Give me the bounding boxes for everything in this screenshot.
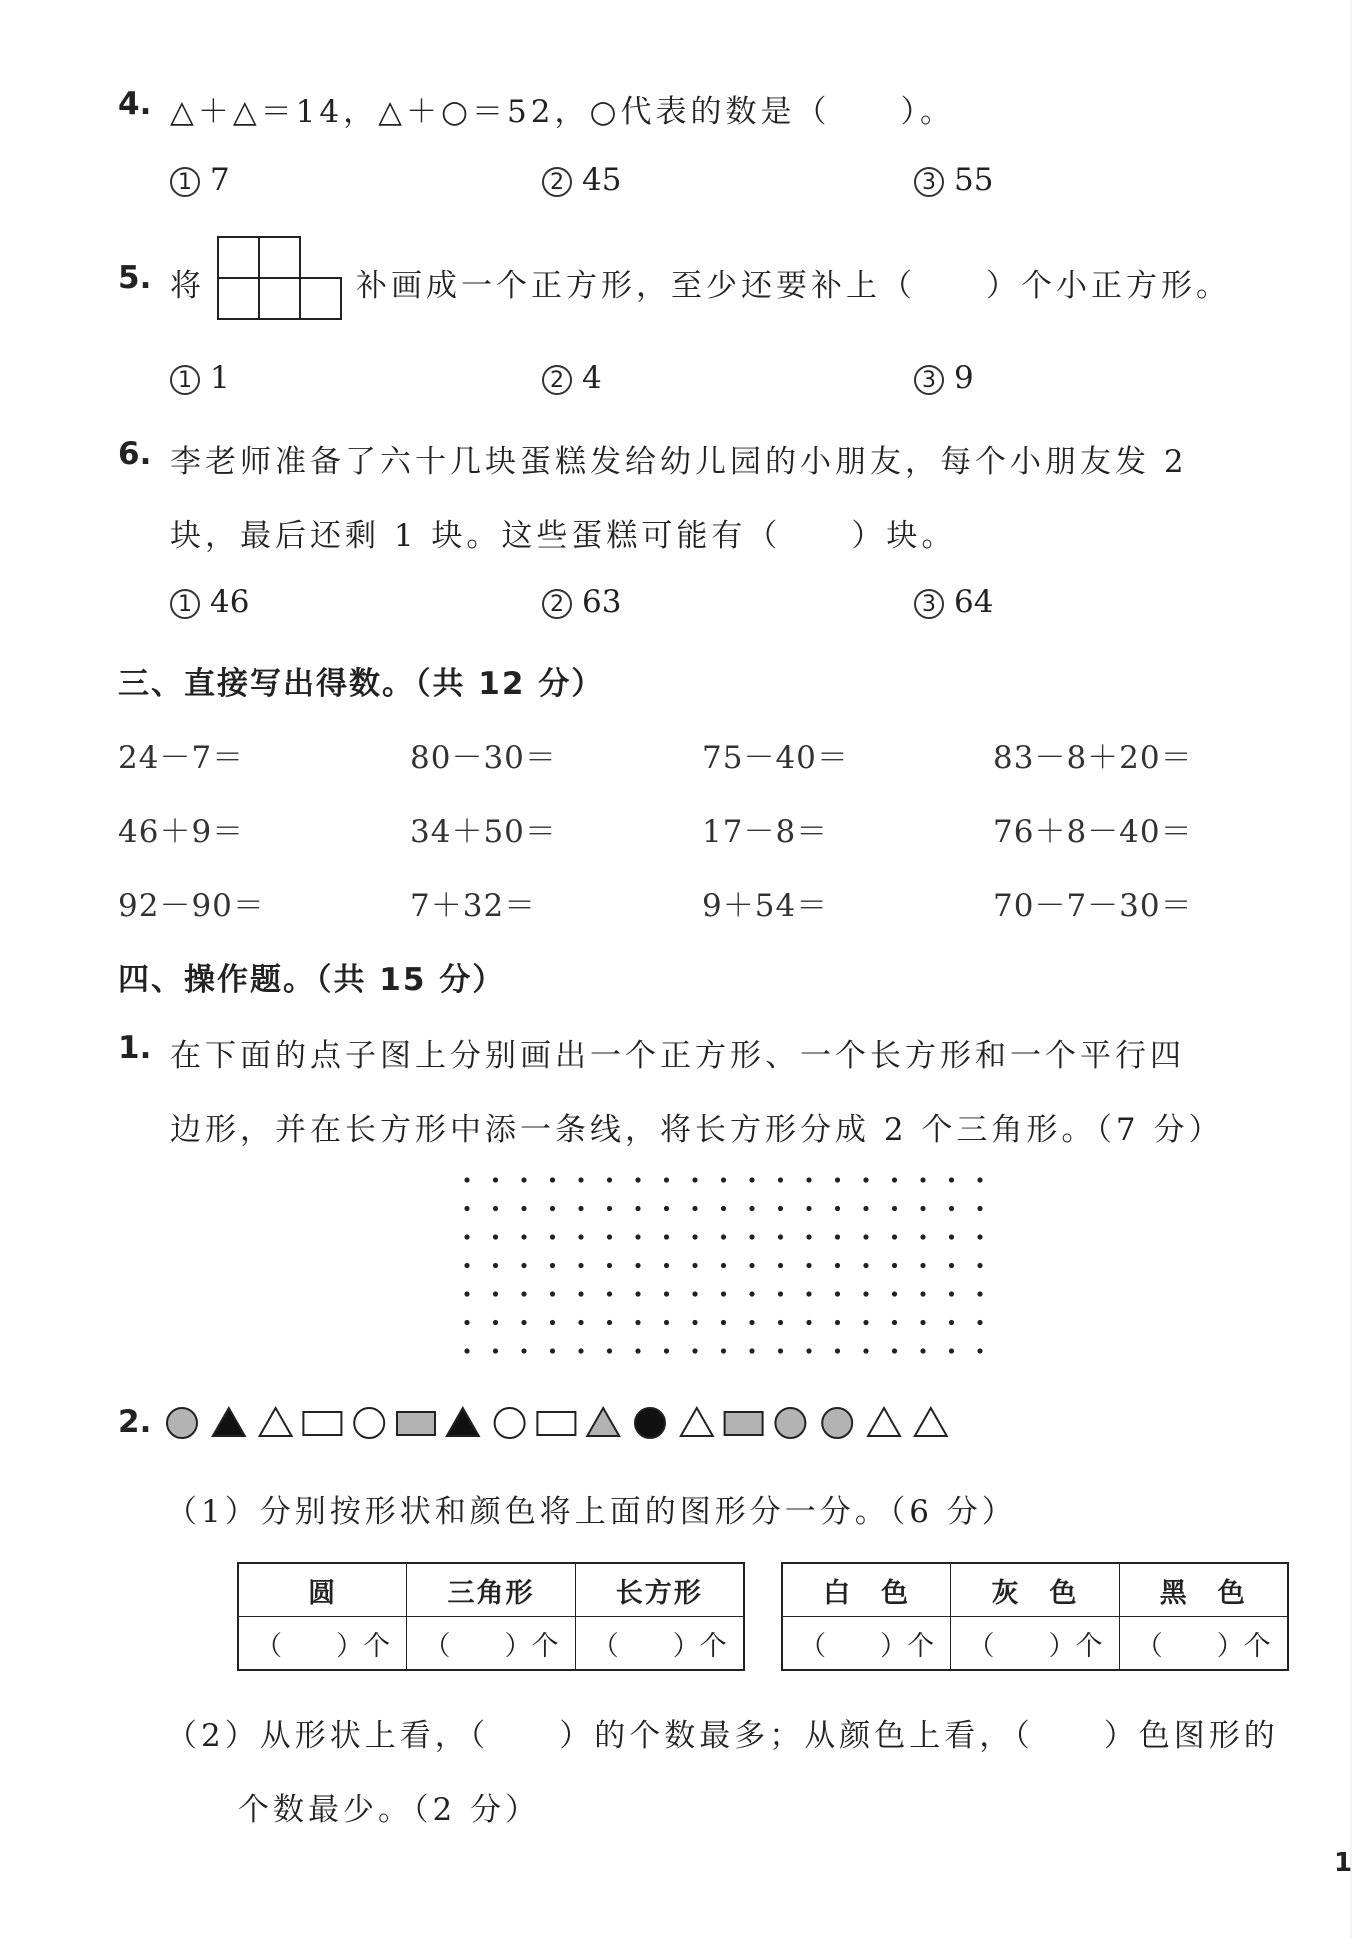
white-triangle-icon: [868, 1408, 900, 1436]
grid-dot[interactable]: [863, 1291, 868, 1296]
grid-dot[interactable]: [493, 1348, 498, 1353]
grid-dot[interactable]: [692, 1291, 697, 1296]
grid-dot[interactable]: [664, 1291, 669, 1296]
white-triangle-icon: [681, 1408, 713, 1436]
grid-dot[interactable]: [863, 1320, 868, 1325]
grid-dot[interactable]: [464, 1291, 469, 1296]
grid-dot[interactable]: [493, 1206, 498, 1211]
grid-dot[interactable]: [949, 1348, 954, 1353]
grid-dot[interactable]: [550, 1320, 555, 1325]
grid-dot[interactable]: [607, 1206, 612, 1211]
s4-q1-number: 1.: [118, 1030, 152, 1066]
color-count-table: [781, 1562, 1289, 1671]
grid-dot[interactable]: [635, 1348, 640, 1353]
option-value: 55: [954, 162, 994, 198]
answer-cell-gray[interactable]: （ ）个: [951, 1617, 1119, 1671]
s4-q2-sub1: （1）分别按形状和颜色将上面的图形分一分。（6 分）: [166, 1494, 1017, 1530]
grid-dot[interactable]: [550, 1291, 555, 1296]
grid-dot[interactable]: [664, 1263, 669, 1268]
option-value: 9: [954, 360, 974, 396]
grid-dot[interactable]: [920, 1206, 925, 1211]
white-triangle-icon: [260, 1408, 292, 1436]
grid-dot[interactable]: [863, 1206, 868, 1211]
q5-option-2[interactable]: [542, 360, 602, 396]
q6-line-2: 块，最后还剩 1 块。这些蛋糕可能有（ ）块。: [170, 518, 957, 554]
grid-dot[interactable]: [863, 1177, 868, 1182]
grid-dot[interactable]: [464, 1234, 469, 1239]
grid-dot[interactable]: [578, 1291, 583, 1296]
option-value: 45: [582, 162, 622, 198]
s4-q2-sub2-line-1: （2）从形状上看，（ ）的个数最多；从颜色上看，（ ）色图形的: [166, 1718, 1279, 1754]
q5-text-after: 补画成一个正方形，至少还要补上（ ）个小正方形。: [356, 268, 1231, 304]
q6-number: 6.: [118, 436, 152, 472]
grid-dot[interactable]: [493, 1320, 498, 1325]
shape-count-table: [237, 1562, 745, 1671]
grid-dot[interactable]: [806, 1263, 811, 1268]
grid-dot[interactable]: [892, 1263, 897, 1268]
grid-dot[interactable]: [550, 1206, 555, 1211]
grid-dot[interactable]: [664, 1234, 669, 1239]
calc-r3-c1: 92－90＝: [118, 888, 265, 924]
grid-dot[interactable]: [692, 1234, 697, 1239]
grid-dot[interactable]: [835, 1291, 840, 1296]
q6-option-3[interactable]: [914, 584, 993, 620]
white-rectangle-icon: [303, 1412, 341, 1435]
grid-dot[interactable]: [521, 1177, 526, 1182]
grid-dot[interactable]: [835, 1320, 840, 1325]
grid-dot[interactable]: [806, 1320, 811, 1325]
grid-dot[interactable]: [892, 1291, 897, 1296]
s4-q2-sub2-line-2: 个数最少。（2 分）: [238, 1792, 541, 1828]
grid-dot[interactable]: [949, 1291, 954, 1296]
grid-dot[interactable]: [692, 1206, 697, 1211]
grid-dot[interactable]: [977, 1348, 982, 1353]
grid-dot[interactable]: [692, 1263, 697, 1268]
grid-dot[interactable]: [721, 1348, 726, 1353]
grid-dot[interactable]: [607, 1348, 612, 1353]
grid-dot[interactable]: [721, 1234, 726, 1239]
white-triangle-icon: [915, 1408, 947, 1436]
section-4-title: 四、操作题。（共 15 分）: [118, 962, 506, 998]
grid-dot[interactable]: [749, 1291, 754, 1296]
grid-dot[interactable]: [493, 1234, 498, 1239]
calc-r1-c1: 24－7＝: [118, 740, 245, 776]
option-marker: 2: [542, 365, 572, 395]
grid-dot[interactable]: [977, 1234, 982, 1239]
grid-dot[interactable]: [949, 1320, 954, 1325]
grid-dot[interactable]: [692, 1177, 697, 1182]
grid-dot[interactable]: [721, 1263, 726, 1268]
q5-text-before: 将: [170, 268, 205, 304]
grid-dot[interactable]: [920, 1234, 925, 1239]
answer-cell-white[interactable]: （ ）个: [782, 1617, 951, 1671]
grid-dot[interactable]: [977, 1263, 982, 1268]
grid-dot[interactable]: [578, 1320, 583, 1325]
grid-dot[interactable]: [778, 1320, 783, 1325]
header-triangle: 三角形: [407, 1563, 575, 1617]
gray-triangle-icon: [587, 1408, 619, 1436]
grid-dot[interactable]: [607, 1263, 612, 1268]
grid-dot[interactable]: [664, 1320, 669, 1325]
grid-dot[interactable]: [778, 1263, 783, 1268]
grid-dot[interactable]: [892, 1348, 897, 1353]
black-triangle-icon: [213, 1408, 245, 1436]
header-circle: 圆: [238, 1563, 407, 1617]
q6-line-1: 李老师准备了六十几块蛋糕发给幼儿园的小朋友，每个小朋友发 2: [170, 444, 1188, 480]
grid-dot[interactable]: [920, 1177, 925, 1182]
grid-dot[interactable]: [607, 1234, 612, 1239]
grid-dot[interactable]: [835, 1206, 840, 1211]
q4-text: △＋△＝14，△＋○＝52，○代表的数是（ ）。: [170, 94, 956, 130]
grid-dot[interactable]: [664, 1348, 669, 1353]
option-value: 64: [954, 584, 994, 620]
grid-dot[interactable]: [521, 1348, 526, 1353]
gray-rectangle-icon: [725, 1412, 763, 1435]
answer-cell-black[interactable]: （ ）个: [1119, 1617, 1288, 1671]
calc-r1-c3: 75－40＝: [702, 740, 849, 776]
q4-number: 4.: [118, 86, 152, 122]
grid-dot[interactable]: [464, 1320, 469, 1325]
grid-dot[interactable]: [464, 1206, 469, 1211]
grid-dot[interactable]: [607, 1320, 612, 1325]
grid-dot[interactable]: [521, 1263, 526, 1268]
s4-q2-number: 2.: [118, 1404, 152, 1440]
option-value: 7: [210, 162, 230, 198]
gray-circle-icon: [822, 1408, 852, 1438]
grid-dot[interactable]: [863, 1234, 868, 1239]
grid-dot[interactable]: [806, 1206, 811, 1211]
grid-dot[interactable]: [949, 1177, 954, 1182]
grid-dot[interactable]: [892, 1206, 897, 1211]
grid-dot[interactable]: [778, 1348, 783, 1353]
grid-dot[interactable]: [521, 1320, 526, 1325]
grid-dot[interactable]: [635, 1291, 640, 1296]
grid-dot[interactable]: [863, 1263, 868, 1268]
option-marker: 1: [170, 589, 200, 619]
grid-dot[interactable]: [578, 1234, 583, 1239]
grid-dot[interactable]: [835, 1177, 840, 1182]
option-value: 4: [582, 360, 602, 396]
white-circle-icon: [354, 1408, 384, 1438]
grid-dot[interactable]: [521, 1206, 526, 1211]
grid-dot[interactable]: [892, 1320, 897, 1325]
s4-q1-line-1: 在下面的点子图上分别画出一个正方形、一个长方形和一个平行四: [170, 1038, 1185, 1074]
header-white: 白 色: [782, 1563, 951, 1617]
grid-dot[interactable]: [835, 1348, 840, 1353]
grid-dot[interactable]: [578, 1177, 583, 1182]
gray-circle-icon: [775, 1408, 805, 1438]
calc-r2-c1: 46＋9＝: [118, 814, 245, 850]
gray-rectangle-icon: [397, 1412, 435, 1435]
calc-r1-c2: 80－30＝: [410, 740, 557, 776]
grid-dot[interactable]: [835, 1263, 840, 1268]
grid-dot[interactable]: [550, 1348, 555, 1353]
grid-dot[interactable]: [635, 1177, 640, 1182]
grid-dot[interactable]: [806, 1234, 811, 1239]
grid-dot[interactable]: [920, 1320, 925, 1325]
grid-dot[interactable]: [607, 1177, 612, 1182]
calc-r2-c3: 17－8＝: [702, 814, 829, 850]
calc-r2-c4: 76＋8－40＝: [993, 814, 1193, 850]
calc-r1-c4: 83－8＋20＝: [993, 740, 1193, 776]
grid-dot[interactable]: [721, 1206, 726, 1211]
option-marker: 3: [914, 365, 944, 395]
grid-dot[interactable]: [977, 1320, 982, 1325]
grid-dot[interactable]: [550, 1234, 555, 1239]
grid-dot[interactable]: [578, 1206, 583, 1211]
shape-sequence: [162, 1398, 962, 1448]
q6-option-2[interactable]: [542, 584, 621, 620]
grid-dot[interactable]: [464, 1263, 469, 1268]
q4-option-3[interactable]: [914, 162, 993, 198]
calc-r3-c3: 9＋54＝: [702, 888, 829, 924]
grid-dot[interactable]: [692, 1348, 697, 1353]
white-circle-icon: [495, 1408, 525, 1438]
grid-dot[interactable]: [892, 1234, 897, 1239]
grid-dot[interactable]: [778, 1291, 783, 1296]
grid-dot[interactable]: [778, 1234, 783, 1239]
option-marker: 2: [542, 589, 572, 619]
black-circle-icon: [635, 1408, 665, 1438]
q5-option-3[interactable]: [914, 360, 974, 396]
option-marker: 1: [170, 365, 200, 395]
grid-dot[interactable]: [920, 1348, 925, 1353]
grid-dot[interactable]: [949, 1206, 954, 1211]
grid-dot[interactable]: [635, 1234, 640, 1239]
grid-dot[interactable]: [749, 1263, 754, 1268]
grid-dot[interactable]: [863, 1348, 868, 1353]
black-triangle-icon: [447, 1408, 479, 1436]
grid-dot[interactable]: [635, 1320, 640, 1325]
grid-dot[interactable]: [635, 1263, 640, 1268]
answer-cell-triangle[interactable]: （ ）个: [407, 1617, 575, 1671]
grid-dot[interactable]: [806, 1291, 811, 1296]
grid-dot[interactable]: [464, 1348, 469, 1353]
calc-r3-c2: 7＋32＝: [410, 888, 537, 924]
grid-dot[interactable]: [749, 1177, 754, 1182]
grid-dot[interactable]: [778, 1206, 783, 1211]
s4-q1-line-2: 边形，并在长方形中添一条线，将长方形分成 2 个三角形。（7 分）: [170, 1112, 1224, 1148]
grid-dot[interactable]: [721, 1177, 726, 1182]
section-3-title: 三、直接写出得数。（共 12 分）: [118, 666, 605, 702]
grid-dot[interactable]: [920, 1263, 925, 1268]
header-rectangle: 长方形: [575, 1563, 744, 1617]
grid-dot[interactable]: [892, 1177, 897, 1182]
grid-dot[interactable]: [749, 1234, 754, 1239]
option-value: 63: [582, 584, 622, 620]
grid-dot[interactable]: [949, 1234, 954, 1239]
grid-dot[interactable]: [920, 1291, 925, 1296]
grid-dot[interactable]: [493, 1177, 498, 1182]
header-black: 黑 色: [1119, 1563, 1288, 1617]
grid-dot[interactable]: [521, 1291, 526, 1296]
grid-dot[interactable]: [835, 1234, 840, 1239]
grid-dot[interactable]: [977, 1291, 982, 1296]
header-gray: 灰 色: [951, 1563, 1119, 1617]
grid-dot[interactable]: [778, 1177, 783, 1182]
grid-dot[interactable]: [578, 1348, 583, 1353]
white-rectangle-icon: [537, 1412, 575, 1435]
grid-dot[interactable]: [721, 1291, 726, 1296]
l-shape-squares-figure: [217, 236, 345, 322]
grid-dot[interactable]: [664, 1177, 669, 1182]
q5-option-1[interactable]: [170, 360, 230, 396]
grid-dot[interactable]: [578, 1263, 583, 1268]
q5-number: 5.: [118, 260, 152, 296]
answer-cell-circle[interactable]: （ ）个: [238, 1617, 407, 1671]
grid-dot[interactable]: [550, 1263, 555, 1268]
grid-dot[interactable]: [493, 1291, 498, 1296]
gray-circle-icon: [167, 1408, 197, 1438]
grid-dot[interactable]: [749, 1320, 754, 1325]
grid-dot[interactable]: [521, 1234, 526, 1239]
grid-dot[interactable]: [664, 1206, 669, 1211]
q4-option-1[interactable]: [170, 162, 230, 198]
option-marker: 3: [914, 589, 944, 619]
calc-r2-c2: 34＋50＝: [410, 814, 557, 850]
grid-dot[interactable]: [607, 1291, 612, 1296]
option-marker: 1: [170, 167, 200, 197]
page-number: 1: [1334, 1848, 1352, 1878]
option-marker: 3: [914, 167, 944, 197]
grid-dot[interactable]: [635, 1206, 640, 1211]
q6-option-1[interactable]: [170, 584, 249, 620]
grid-dot[interactable]: [977, 1177, 982, 1182]
grid-dot[interactable]: [692, 1320, 697, 1325]
grid-dot[interactable]: [806, 1348, 811, 1353]
grid-dot[interactable]: [464, 1177, 469, 1182]
grid-dot[interactable]: [949, 1263, 954, 1268]
dot-grid[interactable]: [455, 1170, 995, 1370]
grid-dot[interactable]: [749, 1348, 754, 1353]
grid-dot[interactable]: [493, 1263, 498, 1268]
answer-cell-rectangle[interactable]: （ ）个: [575, 1617, 744, 1671]
grid-dot[interactable]: [550, 1177, 555, 1182]
option-value: 46: [210, 584, 250, 620]
grid-dot[interactable]: [749, 1206, 754, 1211]
grid-dot[interactable]: [977, 1206, 982, 1211]
grid-dot[interactable]: [721, 1320, 726, 1325]
option-marker: 2: [542, 167, 572, 197]
grid-dot[interactable]: [806, 1177, 811, 1182]
q4-option-2[interactable]: [542, 162, 621, 198]
calc-r3-c4: 70－7－30＝: [993, 888, 1193, 924]
option-value: 1: [210, 360, 230, 396]
